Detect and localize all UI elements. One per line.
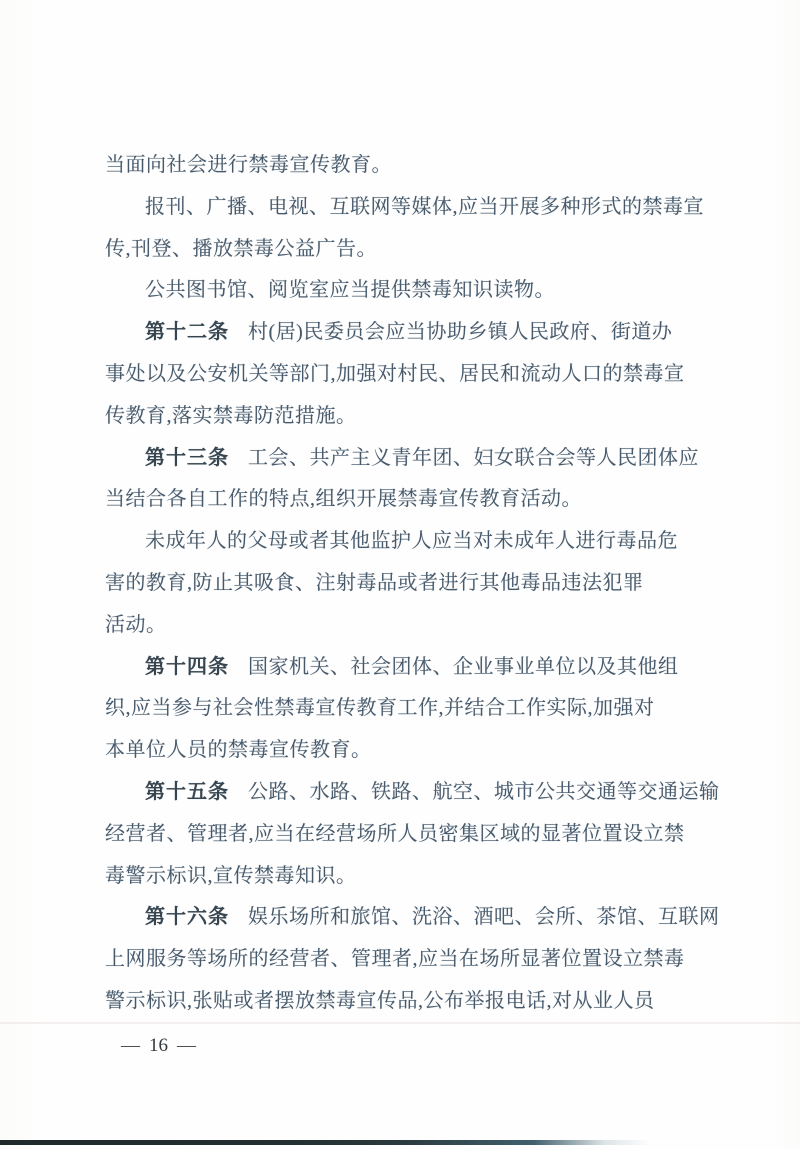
text-line: 经营者、管理者,应当在经营场所人员密集区域的显著位置设立禁 xyxy=(105,822,685,845)
text-line: 本单位人员的禁毒宣传教育。 xyxy=(105,739,372,762)
text-line-article-14 xyxy=(105,647,717,689)
text-line: 织,应当参与社会性禁毒宣传教育工作,并结合工作实际,加强对 xyxy=(105,697,655,720)
article-number: 第十二条 xyxy=(145,321,229,344)
article-number: 第十四条 xyxy=(145,655,229,678)
text-line: 未成年人的父母或者其他监护人应当对未成年人进行毒品危 xyxy=(145,530,678,553)
scan-edge-line xyxy=(0,1140,650,1145)
text-line: 当面向社会进行禁毒宣传教育。 xyxy=(105,154,392,176)
article-text: 工会、共产主义青年团、妇女联合会等人民团体应 xyxy=(248,446,699,469)
article-text: 村(居)民委员会应当协助乡镇人民政府、街道办 xyxy=(248,321,673,344)
page-number-right-dash: — xyxy=(177,1035,196,1056)
page-number-left-dash: — xyxy=(121,1035,140,1056)
text-line: 上网服务等场所的经营者、管理者,应当在场所显著位置设立禁毒 xyxy=(105,948,685,971)
text-line: 传教育,落实禁毒防范措施。 xyxy=(105,404,357,427)
article-text: 公路、水路、铁路、航空、城市公共交通等交通运输 xyxy=(248,780,720,803)
text-line-article-13 xyxy=(105,438,717,480)
text-line-article-12 xyxy=(105,312,717,354)
text-line-article-16 xyxy=(105,897,720,939)
page-number-value: 16 xyxy=(149,1035,168,1056)
article-number: 第十五条 xyxy=(145,780,229,803)
text-line: 毒警示标识,宣传禁毒知识。 xyxy=(105,864,357,887)
text-line: 报刊、广播、电视、互联网等媒体,应当开展多种形式的禁毒宣 xyxy=(145,195,704,218)
text-line: 事处以及公安机关等部门,加强对村民、居民和流动人口的禁毒宣 xyxy=(105,362,685,385)
article-text: 娱乐场所和旅馆、洗浴、酒吧、会所、茶馆、互联网 xyxy=(248,906,720,929)
text-line: 活动。 xyxy=(105,613,167,636)
document-text-block xyxy=(105,145,720,1023)
page-number xyxy=(112,1026,205,1066)
article-text: 国家机关、社会团体、企业事业单位以及其他组 xyxy=(248,655,679,678)
article-number: 第十六条 xyxy=(145,906,229,929)
text-line: 传,刊登、播放禁毒公益广告。 xyxy=(105,237,377,260)
text-line: 当结合各自工作的特点,组织开展禁毒宣传教育活动。 xyxy=(105,488,582,511)
text-line: 害的教育,防止其吸食、注射毒品或者进行其他毒品违法犯罪 xyxy=(105,571,644,594)
text-line: 警示标识,张贴或者摆放禁毒宣传品,公布举报电话,对从业人员 xyxy=(105,989,655,1012)
scan-artifact-streak xyxy=(0,1022,800,1024)
text-line-article-15 xyxy=(105,772,720,814)
article-number: 第十三条 xyxy=(145,446,229,469)
text-line: 公共图书馆、阅览室应当提供禁毒知识读物。 xyxy=(145,279,555,302)
